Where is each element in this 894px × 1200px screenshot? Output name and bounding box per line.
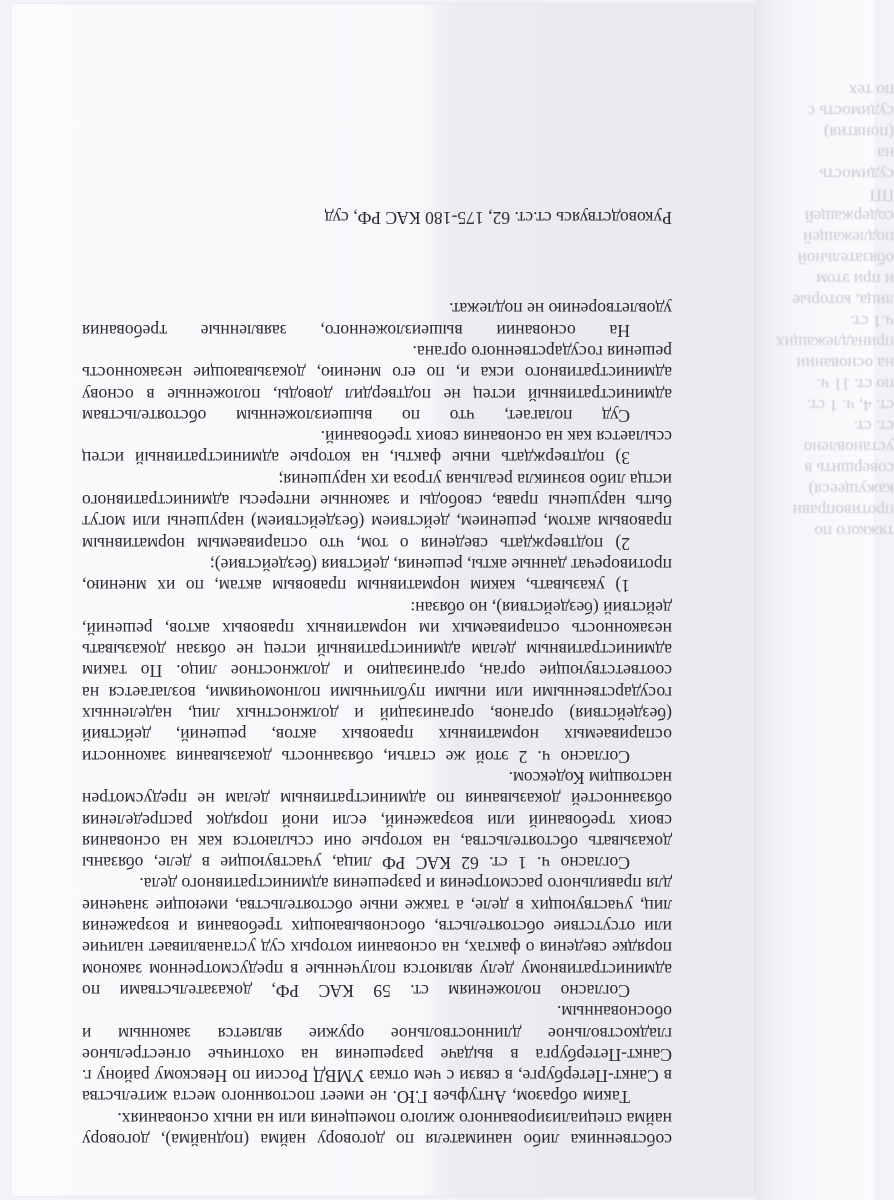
ghost-line: по ст. 11 ч. — [816, 375, 894, 394]
signoff-line: Руководствуясь ст.ст. 62, 175-180 КАС РФ, суд — [324, 208, 672, 229]
ghost-line: и при этом — [816, 270, 894, 289]
ghost-line: совершить в — [804, 459, 894, 478]
ghost-line: судимость — [819, 165, 894, 184]
ghost-line: содержащей — [804, 207, 894, 226]
paragraph-article-59: Согласно положениям ст. 59 КАС РФ, доказательствами по административному делу являются полученные в предусмотренном законом порядке сведения о фактах, на основании которых суд устанавливает наличие или отсутствие обстоятельств, обосновывающих требования и возражения лиц, участвующих в деле, а также иные обстоятельства, имеющие значение для правильного рассмотрения и разрешения административного дела. — [82, 874, 672, 1001]
ghost-line: лица, которые — [792, 291, 894, 310]
ghost-line: на основании — [796, 354, 894, 373]
ghost-line: по тех — [848, 81, 894, 100]
ghost-line: ПП — [869, 186, 894, 205]
paragraph-decision-basis: На основании вышеизложенного, заявленные требования удовлетворению не подлежат. — [82, 299, 672, 341]
paragraph-article-62-part-2: Согласно ч. 2 этой же статьи, обязанность доказывания законности оспариваемых нормативных правовых актов, решений, действий (бездействия) органов, организаций и должностных лиц, наделенных государственными или иными публичными полномочиями, возлагается на соответствующие орган, организацию и должностное лицо. По таким административным делам административный истец не обязан доказывать незаконность оспариваемых им нормативных правовых актов, решений, действий (бездействия), но обязан: — [82, 597, 672, 767]
ghost-line: кажущееся) — [808, 480, 894, 499]
ghost-line: противоправн — [792, 501, 894, 520]
ghost-line: обязательной — [797, 249, 894, 268]
paragraph-continuation: собственника либо нанимателя по договору найма (поднайма), договору найма специализированного жилого помещения или на иных основаниях. — [82, 1108, 672, 1150]
adjacent-page-text — [774, 80, 894, 542]
scanned-page — [12, 4, 754, 1196]
ghost-line: принадлежащих — [776, 333, 894, 352]
adjacent-page-edge — [756, 0, 894, 1200]
ghost-line: судимость с — [807, 102, 894, 121]
ghost-line: на — [877, 144, 894, 163]
ghost-line: тяжкого по — [814, 522, 894, 541]
list-item-2: 2) подтверждать сведения о том, что оспариваемым нормативным правовым актом, решением, действием (бездействием) нарушены или могут быть нарушены права, свободы и законные интересы административного истца либо возникла реальная угроза их нарушения; — [82, 469, 672, 554]
ghost-line: (понятия) — [823, 123, 894, 142]
ghost-line: ч.1 ст. — [850, 312, 894, 331]
paragraph-court-finding: Суд полагает, что по вышеизложенным обстоятельствам административный истец не подтвердил доводы, положенные в основу административного иска и, по его мнению, доказывающие незаконность решения государственного органа. — [82, 342, 672, 426]
list-item-1: 1) указывать, каким нормативным правовым актам, по их мнению, противоречат данные акты, решения, действия (бездействие); — [82, 554, 672, 597]
paragraph-article-62-part-1: Согласно ч. 1 ст. 62 КАС РФ лица, участвующие в деле, обязаны доказывать обстоятельства, на которые они ссылаются как на основания своих требований или возражений, если иной порядок распределения обязанностей доказывания по административным делам не предусмотрен настоящим Кодексом. — [82, 767, 672, 874]
ghost-line: ст. ст. — [853, 417, 894, 436]
ghost-line: подлежащей — [803, 228, 894, 247]
paragraph-conclusion-residence: Таким образом, Антуфьев Г.Ю. не имеет постоянного места жительства в Санкт-Петербурге, в связи с чем отказ УМВД России по Невскому району г. Санкт-Петербурга в выдаче разрешения на охотничье огнестрельное гладкоствольное длинноствольное оружие является законным и обоснованным. — [82, 1002, 672, 1108]
ghost-line: установлено — [803, 438, 894, 457]
document-body — [82, 20, 672, 1150]
ghost-line: ст. 4, ч. 1 ст. — [807, 396, 894, 415]
list-item-3: 3) подтверждать иные факты, на которые административный истец ссылается как на основания своих требований. — [82, 427, 672, 469]
